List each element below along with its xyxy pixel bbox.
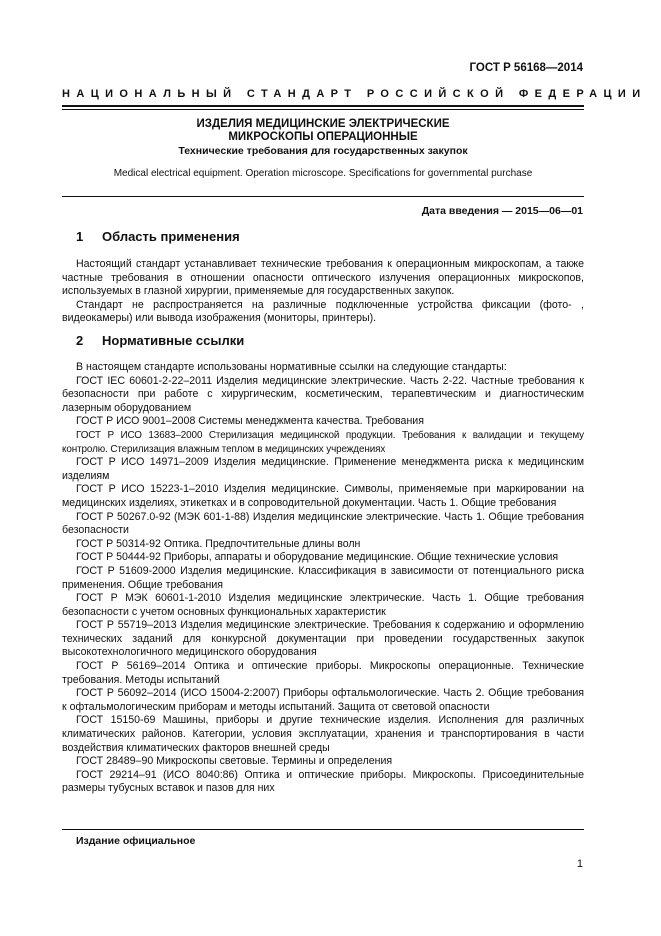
english-title: Medical electrical equipment. Operation microscope. Specifications for governmental purchase [113, 168, 533, 179]
section-1-title: Область применения [102, 229, 240, 244]
reference-item: ГОСТ Р ИСО 14971–2009 Изделия медицинские. Применение менеджмента риска к медицинским изделиям [62, 456, 584, 482]
official-edition-label: Издание официальное [76, 835, 196, 847]
national-standard-title: НАЦИОНАЛЬНЫЙ СТАНДАРТ РОССИЙСКОЙ ФЕДЕРАЦИИ [62, 88, 647, 100]
reference-item: ГОСТ IEC 60601-2-22–2011 Изделия медицинские электрические. Часть 2-22. Частные требования к безопасности при работе с хирургическим, косметическим, терапевтическим и диагностическим лазерным оборудованием [62, 374, 584, 414]
footer-rule [62, 829, 584, 830]
title-line-2: МИКРОСКОПЫ ОПЕРАЦИОННЫЕ [228, 131, 418, 143]
section-1-body [62, 258, 584, 326]
paragraph: Настоящий стандарт устанавливает технические требования к операционным микроскопам, а также частные требования в отношении опасности оптического излучения операционных микроскопов, используемых в глазной хирургии, применяемые для государственных закупок. [62, 258, 584, 298]
reference-item: ГОСТ Р ИСО 15223-1–2010 Изделия медицинские. Символы, применяемые при маркировании на медицинских изделиях, этикетках и в сопроводительной документации. Часть 1. Общие требования [62, 483, 584, 509]
title-block [62, 118, 584, 158]
reference-item: ГОСТ Р МЭК 60601-1-2010 Изделия медицинские электрические. Часть 1. Общие требования безопасности с учетом основных функциональных характеристик [62, 592, 584, 618]
reference-item: ГОСТ Р ИСО 9001–2008 Системы менеджмента качества. Требования [76, 415, 424, 428]
page-number: 1 [576, 858, 583, 870]
section-2-number: 2 [76, 333, 84, 348]
section-2-title: Нормативные ссылки [102, 333, 245, 348]
section-1-number: 1 [76, 229, 84, 244]
reference-item: ГОСТ Р 56092–2014 (ИСО 15004-2:2007) Приборы офтальмологические. Часть 2. Общие требования к офтальмологическим приборам и методы испытаний. Защита от световой опасности [62, 687, 584, 713]
intro-rule [62, 196, 584, 197]
doc-code: ГОСТ Р 56168—2014 [469, 62, 583, 74]
section-2-heading [76, 333, 244, 348]
reference-item: ГОСТ 28489–90 Микроскопы световые. Термины и определения [76, 755, 393, 768]
reference-item: ГОСТ Р 51609-2000 Изделия медицинские. Классификация в зависимости от потенциального риска применения. Общие требования [62, 564, 584, 591]
title-line-1: ИЗДЕЛИЯ МЕДИЦИНСКИЕ ЭЛЕКТРИЧЕСКИЕ [196, 118, 450, 130]
reference-item: ГОСТ Р 50314-92 Оптика. Предпочтительные длины волн [76, 537, 361, 550]
introduction-date: Дата введения — 2015—06—01 [421, 205, 583, 217]
reference-item: ГОСТ Р ИСО 13683–2000 Стерилизация медицинской продукции. Требования к валидации и текущему контролю. Стерилизация влажным теплом в медицинских учреждениях [62, 429, 584, 455]
title-line-3: Технические требования для государственных закупок [178, 145, 468, 157]
reference-item: ГОСТ 15150-69 Машины, приборы и другие технические изделия. Исполнения для различных климатических районов. Категории, условия эксплуатации, хранения и транспортирования в части воздействия климатических факторов внешней среды [62, 714, 584, 754]
reference-item: ГОСТ Р 50267.0-92 (МЭК 601-1-88) Изделия медицинские электрические. Часть 1. Общие требования безопасности [62, 510, 584, 537]
reference-item: ГОСТ Р 55719–2013 Изделия медицинские электрические. Требования к содержанию и оформлению технических заданий для конкурсной документации при проведении государственных закупок высокотехнологичного медицинского оборудования [62, 619, 584, 659]
section-1-heading [76, 229, 240, 244]
paragraph: В настоящем стандарте использованы нормативные ссылки на следующие стандарты: [76, 361, 507, 373]
section-2-body [62, 361, 584, 796]
reference-item: ГОСТ 29214–91 (ИСО 8040:86) Оптика и оптические приборы. Микроскопы. Присоединительные размеры тубусных вставок и пазов для них [62, 768, 584, 795]
paragraph: Стандарт не распространяется на различные подключенные устройства фиксации (фото- , видеокамеры) или вывода изображения (мониторы, принтеры). [62, 298, 584, 325]
reference-item: ГОСТ Р 50444-92 Приборы, аппараты и оборудование медицинские. Общие технические условия [76, 551, 559, 564]
header-rule-thick [62, 105, 584, 107]
reference-item: ГОСТ Р 56169–2014 Оптика и оптические приборы. Микроскопы операционные. Технические требования. Методы испытаний [62, 660, 584, 686]
header-rule-thin [62, 109, 584, 110]
